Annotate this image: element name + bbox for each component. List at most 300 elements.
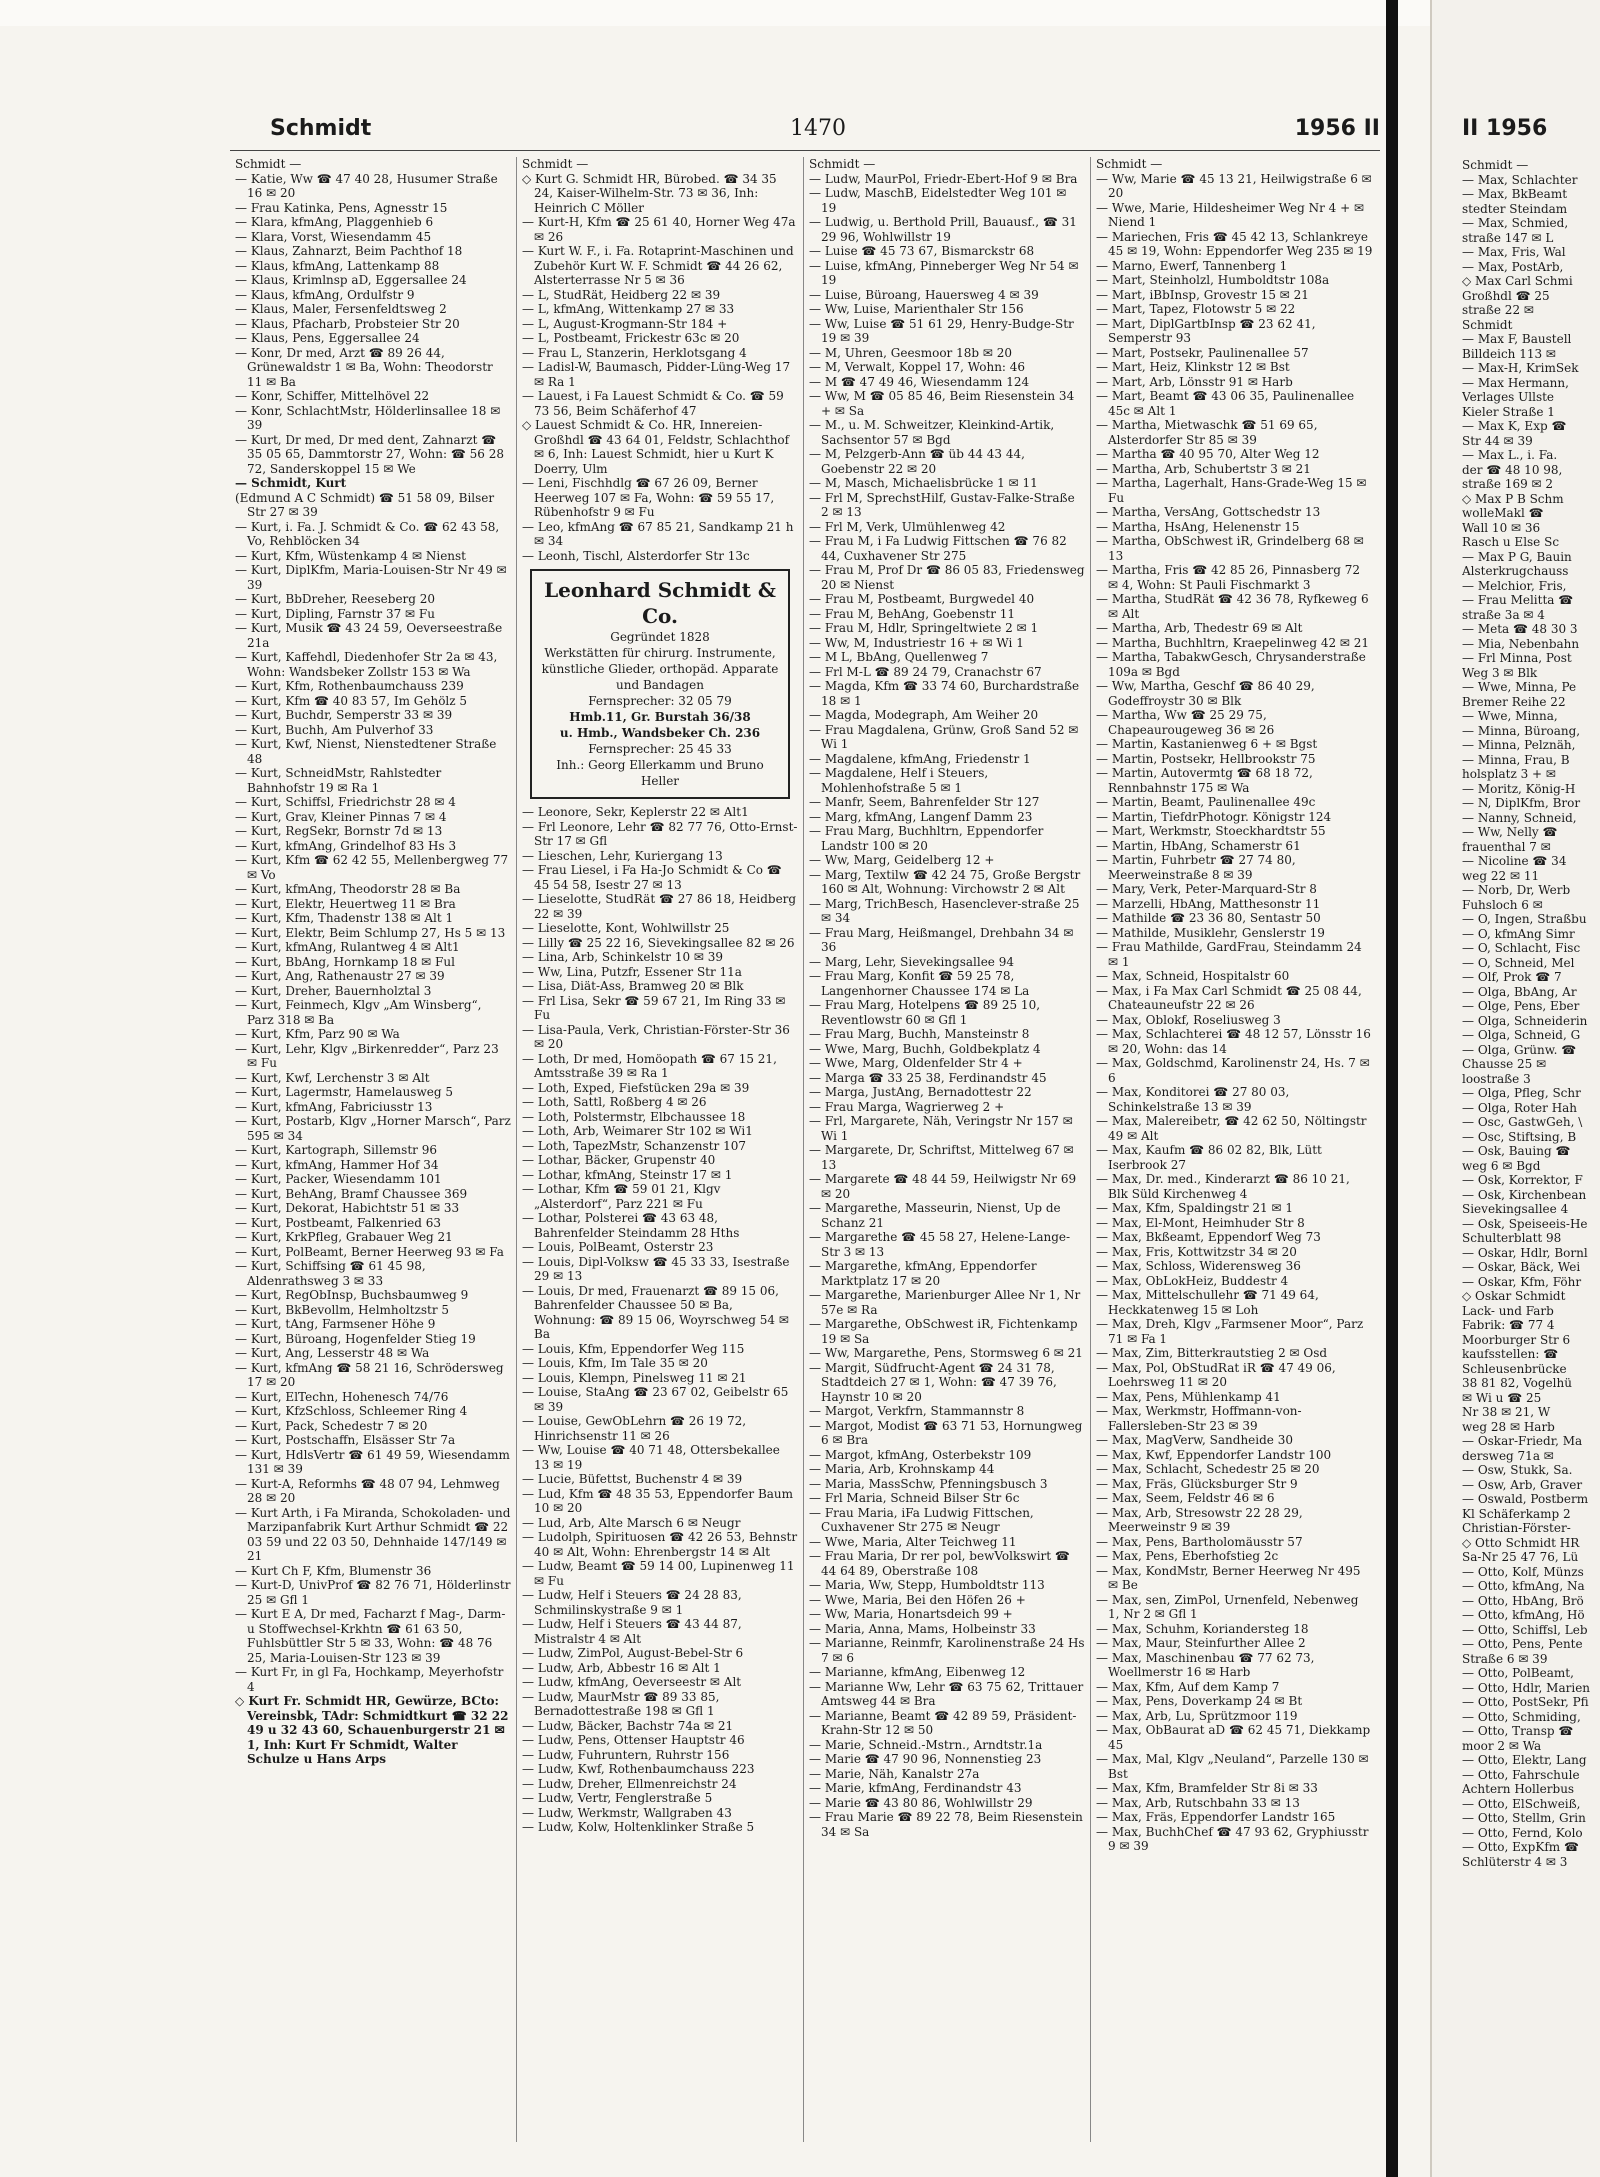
directory-entry: — Kurt, Kfm ☎ 62 42 55, Mellenbergweg 77 ✉ Vo	[235, 853, 509, 882]
directory-entry: — Kurt, Kwf, Nienst, Nienstedtener Straße 48	[235, 737, 497, 766]
directory-entry: — Kurt, BbDreher, Reeseberg 20	[235, 592, 436, 606]
ad-body: Werkstätten für chirurg. Instrumente, künstliche Glieder, orthopäd. Apparate und Bandagen	[541, 646, 779, 692]
directory-entry: — Frau M, Hdlr, Springeltwiete 2 ✉ 1	[809, 621, 1039, 635]
adjacent-entry: — Otto, Fahrschule	[1462, 1767, 1580, 1782]
directory-entry: — Ludw, ZimPol, August-Bebel-Str 6	[522, 1646, 744, 1660]
adjacent-entry: Christian-Förster-	[1462, 1521, 1571, 1535]
directory-entry: — Marianne, Beamt ☎ 42 89 59, Präsident-Krahn-Str 12 ✉ 50	[809, 1708, 1077, 1737]
directory-entry: — Kurt, Packer, Wiesendamm 101	[235, 1172, 442, 1186]
directory-entry: — Ludw, Bäcker, Bachstr 74a ✉ 21	[522, 1718, 734, 1733]
adjacent-entry: — Max K, Exp ☎	[1462, 419, 1567, 433]
directory-entry: — Frl M, Verk, Ulmühlenweg 42	[809, 519, 1006, 534]
directory-entry: — Ludw, Vertr, Fenglerstraße 5	[522, 1791, 713, 1805]
adjacent-entry: — Osk, Korrektor, F	[1462, 1173, 1583, 1187]
directory-entry: — Max, Malereibetr, ☎ 42 62 50, Nöltingstr 49 ✉ Alt	[1096, 1114, 1367, 1143]
adjacent-entry: Moorburger Str 6	[1462, 1332, 1571, 1347]
directory-columns	[230, 157, 1380, 2142]
adjacent-entry: Rasch u Else Sc	[1462, 535, 1560, 549]
directory-entry: — Margot, kfmAng, Osterbekstr 109	[809, 1447, 1032, 1462]
adjacent-entry: — O, Schneid, Mel	[1462, 955, 1575, 970]
directory-entry: — Ludw, Werkmstr, Wallgraben 43	[522, 1805, 732, 1820]
directory-entry: — Max, ObBaurat aD ☎ 62 45 71, Diekkamp 45	[1096, 1723, 1371, 1752]
directory-entry: — Kurt, Kfm ☎ 40 83 57, Im Gehölz 5	[235, 693, 468, 708]
directory-entry: — Margarete, Dr, Schriftst, Mittelweg 67 ✉ 13	[809, 1143, 1074, 1172]
directory-entry: — Kurt, BbAng, Hornkamp 18 ✉ Ful	[235, 954, 455, 969]
directory-entry: — Mathilde ☎ 23 36 80, Sentastr 50	[1096, 911, 1321, 925]
directory-entry: — Frl, Margarete, Näh, Veringstr Nr 157 ✉ Wi 1	[809, 1114, 1073, 1143]
directory-entry: — Kurt W. F., i. Fa. Rotaprint-Maschinen und Zubehör Kurt W. F. Schmidt ☎ 44 26 62, Alsterterrasse Nr 5 ✉ 36	[522, 244, 794, 287]
directory-entry: — Kurt, Dreher, Bauernholztal 3	[235, 983, 432, 998]
directory-entry: ◇ Kurt G. Schmidt HR, Bürobed. ☎ 34 35 24, Kaiser-Wilhelm-Str. 73 ✉ 36, Inh: Heinrich C Möller	[522, 171, 777, 215]
directory-entry: — Frau Marie ☎ 89 22 78, Beim Riesenstein 34 ✉ Sa	[809, 1810, 1083, 1839]
directory-entry: — Mary, Verk, Peter-Marquard-Str 8	[1096, 882, 1317, 896]
directory-entry: — Wwe, Marie, Hildesheimer Weg Nr 4 + ✉ Niend 1	[1096, 200, 1365, 229]
directory-entry: — Martha, HsAng, Helenenstr 15	[1096, 519, 1300, 534]
directory-entry: — Frau Maria, Dr rer pol, bewVolkswirt ☎ 44 64 89, Oberstraße 108	[809, 1549, 1070, 1578]
directory-entry: — Max, Pens, Eberhofstieg 2c	[1096, 1549, 1279, 1563]
directory-entry: — Ludwig, u. Berthold Prill, Bauausf., ☎ 31 29 96, Wohlwillstr 19	[809, 215, 1077, 244]
adjacent-entry: straße 3a ✉ 4	[1462, 607, 1545, 622]
adjacent-entry: kaufsstellen: ☎	[1462, 1347, 1559, 1361]
directory-entry: — Wwe, Maria, Alter Teichweg 11	[809, 1534, 1017, 1549]
adjacent-page	[1430, 0, 1600, 2177]
directory-entry: — Frau Liesel, i Fa Ha-Jo Schmidt & Co ☎ 45 54 58, Isestr 27 ✉ 13	[522, 863, 782, 892]
directory-entry: — Kurt, tAng, Farmsener Höhe 9	[235, 1317, 436, 1331]
directory-entry: — Max, Pol, ObStudRat iR ☎ 47 49 06, Loehrsweg 11 ✉ 20	[1096, 1360, 1336, 1389]
directory-entry: — Max, Seem, Feldstr 46 ✉ 6	[1096, 1491, 1275, 1505]
directory-entry: — Leonh, Tischl, Alsterdorfer Str 13c	[522, 548, 750, 563]
directory-entry: — Ww, M ☎ 05 85 46, Beim Riesenstein 34 + ✉ Sa	[809, 389, 1075, 418]
adjacent-entry: — Osk, Bauing ☎	[1462, 1144, 1571, 1158]
directory-entry: — M L, BbAng, Quellenweg 7	[809, 650, 989, 664]
directory-entry: — Luise, kfmAng, Pinneberger Weg Nr 54 ✉ 19	[809, 258, 1079, 287]
adjacent-entry: ◇ Max P B Schm	[1462, 491, 1564, 506]
directory-entry: — Marie ☎ 47 90 96, Nonnenstieg 23	[809, 1752, 1042, 1766]
directory-entry: — Marianne, Reinmfr, Karolinenstraße 24 Hs 7 ✉ 6	[809, 1636, 1085, 1665]
directory-entry: — Louise, StaAng ☎ 23 67 02, Geibelstr 65 ✉ 39	[522, 1385, 789, 1414]
directory-entry: — Klaus, Maler, Fersenfeldtsweg 2	[235, 302, 447, 316]
directory-entry: — Max, Zim, Bitterkrautstieg 2 ✉ Osd	[1096, 1346, 1328, 1360]
directory-entry: — Max, Werkmstr, Hoffmann-von-Fallersleben-Str 23 ✉ 39	[1096, 1404, 1302, 1433]
adjacent-entry: — Osw, Arb, Graver	[1462, 1477, 1583, 1492]
directory-entry: — Frl Lisa, Sekr ☎ 59 67 21, Im Ring 33 ✉ Fu	[522, 993, 786, 1022]
directory-entry: — Kurt Arth, i Fa Miranda, Schokoladen- und Marzipanfabrik Kurt Arthur Schmidt ☎ 22 03 59 und 22 03 50, Dehnhaide 147/149 ✉ 21	[235, 1505, 511, 1563]
directory-entry: — Kurt, Kaffehdl, Diedenhofer Str 2a ✉ 43, Wohn: Wandsbeker Zollstr 153 ✉ Wa	[235, 650, 498, 679]
directory-entry: — Max, Kwf, Eppendorfer Landstr 100	[1096, 1447, 1332, 1462]
directory-entry: — Lisa-Paula, Verk, Christian-Förster-Str 36 ✉ 20	[522, 1022, 790, 1051]
adjacent-entry: — Otto, Fernd, Kolo	[1462, 1825, 1583, 1840]
adjacent-entry: — O, Schlacht, Fisc	[1462, 941, 1581, 955]
adjacent-entry: Verlages Ullste	[1462, 390, 1555, 404]
adjacent-page-column	[1462, 158, 1600, 2148]
directory-entry: — Max, Arb, Rutschbahn 33 ✉ 13	[1096, 1795, 1300, 1810]
adjacent-entry: — Otto, kfmAng, Na	[1462, 1579, 1585, 1593]
adjacent-entry: — O, kfmAng Simr	[1462, 926, 1575, 941]
adjacent-entry: ✉ Wi u ☎ 25	[1462, 1390, 1542, 1405]
directory-entry: — Max, Kfm, Spaldingstr 21 ✉ 1	[1096, 1201, 1294, 1215]
directory-entry: — Martin, Beamt, Paulinenallee 49c	[1096, 795, 1316, 809]
directory-entry: — Frau Mathilde, GardFrau, Steindamm 24 ✉ 1	[1096, 940, 1362, 969]
adjacent-entry: — Olga, Schneid, G	[1462, 1028, 1581, 1042]
directory-entry: (Edmund A C Schmidt) ☎ 51 58 09, Bilser Str 27 ✉ 39	[235, 490, 495, 519]
adjacent-entry: straße 147 ✉ L	[1462, 230, 1554, 245]
directory-entry: — Max, BuchhChef ☎ 47 93 62, Gryphiusstr 9 ✉ 39	[1096, 1824, 1369, 1853]
header-surname: Schmidt	[270, 116, 372, 141]
adjacent-entry: — Oskar, Kfm, Föhr	[1462, 1274, 1582, 1289]
directory-entry: — Kurt, Schiffsing ☎ 61 45 98, Aldenrathsweg 3 ✉ 33	[235, 1259, 426, 1288]
directory-entry: — Lud, Arb, Alte Marsch 6 ✉ Neugr	[522, 1515, 741, 1530]
ad-phone-2: Fernsprecher: 25 45 33	[588, 742, 732, 756]
directory-entry: — Max, Arb, Lu, Sprützmoor 119	[1096, 1708, 1298, 1723]
directory-entry: — L, StudRät, Heidberg 22 ✉ 39	[522, 287, 721, 302]
directory-entry: — Max, Schlachterei ☎ 48 12 57, Lönsstr 16 ✉ 20, Wohn: das 14	[1096, 1027, 1371, 1056]
directory-column-2	[517, 157, 804, 2142]
directory-entry: — Ludw, Helf i Steuers ☎ 43 44 87, Mistralstr 4 ✉ Alt	[522, 1617, 742, 1646]
directory-entry: — Leo, kfmAng ☎ 67 85 21, Sandkamp 21 h ✉ 34	[522, 519, 794, 548]
directory-entry: — Marie, kfmAng, Ferdinandstr 43	[809, 1781, 1022, 1795]
directory-entry: — M, Uhren, Geesmoor 18b ✉ 20	[809, 345, 1012, 360]
directory-entry: — Klaus, kfmAng, Lattenkamp 88	[235, 258, 440, 273]
directory-entry: — Kurt, KfzSchloss, Schleemer Ring 4	[235, 1404, 468, 1418]
directory-entry: — Kurt, ElTechn, Hohenesch 74/76	[235, 1389, 449, 1404]
directory-entry: — Martha, Ww ☎ 25 29 75, Chapeaurougeweg 36 ✉ 26	[1096, 708, 1275, 737]
adjacent-entry: — Otto, Schiffsl, Leb	[1462, 1622, 1588, 1637]
adjacent-entry: — Otto, Elektr, Lang	[1462, 1753, 1587, 1767]
adjacent-entry: — Otto, kfmAng, Hö	[1462, 1608, 1585, 1622]
directory-entry: — Ludw, MaurPol, Friedr-Ebert-Hof 9 ✉ Bra	[809, 171, 1078, 186]
directory-entry: — Kurt, Ang, Lesserstr 48 ✉ Wa	[235, 1346, 430, 1360]
directory-entry: — Max, Maur, Steinfurther Allee 2	[1096, 1636, 1306, 1650]
directory-entry: — Louis, PolBeamt, Osterstr 23	[522, 1240, 714, 1254]
directory-entry: — Frau Marg, Heißmangel, Drehbahn 34 ✉ 36	[809, 925, 1074, 954]
directory-entry: — Max, Goldschmd, Karolinenstr 24, Hs. 7 ✉ 6	[1096, 1056, 1370, 1085]
directory-entry: — Max, MagVerw, Sandheide 30	[1096, 1433, 1293, 1447]
adjacent-entry: ◇ Max Carl Schmi	[1462, 274, 1573, 288]
directory-entry: — Max, Schuhm, Koriandersteg 18	[1096, 1621, 1309, 1636]
directory-entry: — Luise, Büroang, Hauersweg 4 ✉ 39	[809, 287, 1039, 302]
adjacent-entry: — Moritz, König-H	[1462, 781, 1576, 796]
column-heading: Schmidt —	[522, 157, 589, 171]
adjacent-entry: Fuhsloch 6 ✉	[1462, 897, 1543, 912]
adjacent-entry: Wall 10 ✉ 36	[1462, 520, 1541, 535]
directory-entry: — Marianne, kfmAng, Eibenweg 12	[809, 1665, 1026, 1679]
adjacent-entry: Sievekingsallee 4	[1462, 1202, 1569, 1216]
adjacent-entry: — Max Hermann,	[1462, 375, 1569, 390]
directory-entry: — Ludw, kfmAng, Oeverseestr ✉ Alt	[522, 1675, 742, 1689]
adjacent-entry: Schmidt	[1462, 317, 1513, 332]
adjacent-entry: — Osw, Stukk, Sa.	[1462, 1463, 1573, 1477]
directory-entry: — Kurt, RegObInsp, Buchsbaumweg 9	[235, 1288, 469, 1302]
scan-binding-shadow	[1386, 0, 1398, 2177]
directory-entry: — Margarethe, ObSchwest iR, Fichtenkamp 19 ✉ Sa	[809, 1317, 1078, 1346]
ad-founded: Gegründet 1828	[610, 630, 710, 644]
directory-entry: — Kurt, Kfm, Thadenstr 138 ✉ Alt 1	[235, 911, 454, 925]
adjacent-entry: — Olge, Pens, Eber	[1462, 999, 1580, 1013]
directory-entry: — Kurt, Dekorat, Habichtstr 51 ✉ 33	[235, 1201, 460, 1215]
directory-entry: — Martin, Kastanienweg 6 + ✉ Bgst	[1096, 737, 1318, 751]
directory-entry: — Kurt, i. Fa. J. Schmidt & Co. ☎ 62 43 58, Vo, Rehblöcken 34	[235, 519, 500, 548]
directory-entry: — Ww, Maria, Honartsdeich 99 +	[809, 1607, 1013, 1621]
directory-entry: — Kurt, Kartograph, Sillemstr 96	[235, 1143, 437, 1157]
directory-entry: — Max, Bkßeamt, Eppendorf Weg 73	[1096, 1230, 1321, 1244]
directory-entry: — Ww, Martha, Geschf ☎ 86 40 29, Godeffroystr 30 ✉ Blk	[1096, 679, 1315, 708]
adjacent-entry: — O, Ingen, Straßbu	[1462, 912, 1587, 926]
directory-column-1	[230, 157, 517, 2142]
adjacent-entry: — Nicoline ☎ 34	[1462, 854, 1567, 868]
directory-entry: — M, Masch, Michaelisbrücke 1 ✉ 11	[809, 476, 1038, 490]
directory-entry: — Martha, TabakwGesch, Chrysanderstraße 109a ✉ Bgd	[1096, 650, 1366, 679]
adjacent-entry: weg 22 ✉ 11	[1462, 868, 1540, 883]
adjacent-entry: der ☎ 48 10 98,	[1462, 462, 1563, 477]
directory-entry: — Loth, Dr med, Homöopath ☎ 67 15 21, Amtsstraße 39 ✉ Ra 1	[522, 1051, 777, 1080]
adjacent-entry: — Max, Schlachter	[1462, 172, 1578, 187]
directory-entry: — Kurt-D, UnivProf ☎ 82 76 71, Hölderlinstr 25 ✉ Gfl 1	[235, 1578, 511, 1607]
directory-entry: — Marg, TrichBesch, Hasenclever-straße 25 ✉ 34	[809, 896, 1080, 925]
directory-entry: — Ww, Luise ☎ 51 61 29, Henry-Budge-Str 19 ✉ 39	[809, 316, 1074, 345]
directory-entry: — Manfr, Seem, Bahrenfelder Str 127	[809, 795, 1040, 809]
directory-entry: — Klaus, Krimlnsp aD, Eggersallee 24	[235, 273, 467, 287]
directory-entry: — Magda, Modegraph, Am Weiher 20	[809, 708, 1039, 722]
directory-entry: — Kurt, Büroang, Hogenfelder Stieg 19	[235, 1331, 476, 1346]
directory-entry: — Louise, GewObLehrn ☎ 26 19 72, Hinrichsenstr 11 ✉ 26	[522, 1414, 747, 1443]
directory-entry: — Klara, Vorst, Wiesendamm 45	[235, 229, 432, 244]
directory-entry: — Margarethe, kfmAng, Eppendorfer Marktplatz 17 ✉ 20	[809, 1259, 1037, 1288]
adjacent-entry: — Ww, Nelly ☎	[1462, 825, 1558, 839]
adjacent-entry: wolleMakl ☎	[1462, 506, 1544, 520]
adjacent-entry: Weg 3 ✉ Blk	[1462, 665, 1538, 680]
directory-entry: — Klaus, Zahnarzt, Beim Pachthof 18	[235, 244, 463, 258]
adjacent-entry: — N, DiplKfm, Bror	[1462, 796, 1581, 810]
adjacent-entry: — Max-H, KrimSek	[1462, 361, 1579, 375]
adjacent-entry: — Olga, BbAng, Ar	[1462, 984, 1577, 999]
directory-entry: — Max, Oblokf, Roseliusweg 3	[1096, 1012, 1281, 1027]
directory-entry: — Kurt, Feinmech, Klgv „Am Winsberg“, Parz 318 ✉ Ba	[235, 998, 482, 1027]
directory-entry: — Frau Marg, Konfit ☎ 59 25 78, Langenhorner Chaussee 174 ✉ La	[809, 969, 1030, 998]
directory-entry: — Marzelli, HbAng, Matthesonstr 11	[1096, 896, 1321, 911]
directory-entry: — Lothar, Polsterei ☎ 43 63 48, Bahrenfelder Steindamm 28 Hths	[522, 1211, 740, 1240]
adjacent-entry: — Otto, Kolf, Münzs	[1462, 1564, 1584, 1579]
directory-entry: — Max, Kfm, Bramfelder Str 8i ✉ 33	[1096, 1781, 1318, 1795]
directory-entry: — L, August-Krogmann-Str 184 +	[522, 316, 728, 331]
directory-entry: — M ☎ 47 49 46, Wiesendamm 124	[809, 374, 1030, 389]
ad-address-2: u. Hmb., Wandsbeker Ch. 236	[559, 726, 761, 740]
directory-entry: — Kurt, Postarb, Klgv „Horner Marsch“, Parz 595 ✉ 34	[235, 1114, 511, 1143]
directory-entry: — Kurt, Kfm, Wüstenkamp 4 ✉ Nienst	[235, 548, 466, 563]
adjacent-entry: Kl Schäferkamp 2	[1462, 1506, 1571, 1521]
directory-entry: — Kurt, Postbeamt, Falkenried 63	[235, 1215, 442, 1230]
adjacent-entry: moor 2 ✉ Wa	[1462, 1738, 1542, 1753]
directory-entry: ◇ Lauest Schmidt & Co. HR, Innereien-Großhdl ☎ 43 64 01, Feldstr, Schlachthof ✉ 6, Inh: Lauest Schmidt, hier u Kurt K Doerry, Ulm	[522, 418, 790, 476]
directory-entry: — Katie, Ww ☎ 47 40 28, Husumer Straße 16 ✉ 20	[235, 171, 498, 200]
column-heading: Schmidt —	[809, 157, 876, 171]
directory-entry: — Frl M, SprechstHilf, Gustav-Falke-Straße 2 ✉ 13	[809, 490, 1075, 519]
directory-entry: — Maria, Ww, Stepp, Humboldtstr 113	[809, 1578, 1045, 1592]
directory-entry: — Kurt, Dipling, Farnstr 37 ✉ Fu	[235, 606, 435, 621]
directory-entry: — Kurt, SchneidMstr, Rahlstedter Bahnhofstr 19 ✉ Ra 1	[235, 766, 442, 795]
directory-entry: — Lauest, i Fa Lauest Schmidt & Co. ☎ 59 73 56, Beim Schäferhof 47	[522, 389, 784, 418]
directory-entry: — Mart, Tapez, Flotowstr 5 ✉ 22	[1096, 302, 1296, 316]
directory-entry: — Martha ☎ 40 95 70, Alter Weg 12	[1096, 447, 1320, 461]
adjacent-entry: Fabrik: ☎ 77 4	[1462, 1318, 1555, 1332]
directory-entry: — Kurt, Dr med, Dr med dent, Zahnarzt ☎ 35 05 65, Dammtorstr 27, Wohn: ☎ 56 28 72, Sanderskoppel 15 ✉ We	[235, 432, 504, 476]
directory-entry: — Louis, Kfm, Eppendorfer Weg 115	[522, 1341, 745, 1356]
directory-entry: — Maria, MassSchw, Pfenningsbusch 3	[809, 1476, 1048, 1491]
column-heading: Schmidt —	[235, 157, 302, 171]
directory-entry: — Luise ☎ 45 73 67, Bismarckstr 68	[809, 244, 1035, 258]
directory-entry: — Kurt-H, Kfm ☎ 25 61 40, Horner Weg 47a ✉ 26	[522, 215, 796, 244]
directory-entry: — Martha, VersAng, Gottschedstr 13	[1096, 505, 1321, 519]
directory-entry: — Schmidt, Kurt	[235, 476, 347, 490]
adjacent-entry: Straße 6 ✉ 39	[1462, 1651, 1548, 1666]
adjacent-entry: — Osc, GastwGeh, \	[1462, 1115, 1583, 1129]
ad-owners: Inh.: Georg Ellerkamm und Bruno Heller	[556, 758, 764, 788]
directory-entry: — Louis, Dipl-Volksw ☎ 45 33 33, Isestraße 29 ✉ 13	[522, 1254, 790, 1283]
directory-entry: — Kurt, Buchh, Am Pulverhof 33	[235, 722, 434, 737]
directory-entry: — Frau Magdalena, Grünw, Groß Sand 52 ✉ Wi 1	[809, 722, 1079, 751]
directory-page	[230, 110, 1380, 2160]
directory-entry: — Lud, Kfm ☎ 48 35 53, Eppendorfer Baum 10 ✉ 20	[522, 1486, 794, 1515]
directory-entry: — Ww, Marie ☎ 45 13 21, Heilwigstraße 6 ✉ 20	[1096, 171, 1372, 200]
adjacent-entry: dersweg 71a ✉	[1462, 1448, 1554, 1463]
directory-entry: — Maria, Arb, Krohnskamp 44	[809, 1462, 995, 1476]
directory-entry: — Frau L, Stanzerin, Herklotsgang 4	[522, 345, 747, 360]
directory-entry: — Mart, Heiz, Klinkstr 12 ✉ Bst	[1096, 360, 1290, 374]
directory-entry: — Martha, Buchhltrn, Kraepelinweg 42 ✉ 21	[1096, 635, 1370, 650]
directory-entry: — Louis, Klempn, Pinelsweg 11 ✉ 21	[522, 1370, 747, 1385]
directory-entry: — Max, Dr. med., Kinderarzt ☎ 86 10 21, Blk Süld Kirchenweg 4	[1096, 1172, 1350, 1201]
directory-entry: — Max, Schneid, Hospitalstr 60	[1096, 969, 1290, 983]
directory-entry: — Margarethe, Marienburger Allee Nr 1, Nr 57e ✉ Ra	[809, 1288, 1081, 1317]
adjacent-entry: holsplatz 3 + ✉	[1462, 767, 1556, 781]
directory-entry: — Ww, Marg, Geidelberg 12 +	[809, 853, 995, 867]
adjacent-entry: weg 6 ✉ Bgd	[1462, 1158, 1541, 1173]
directory-entry: — Kurt, Elektr, Beim Schlump 27, Hs 5 ✉ 13	[235, 925, 506, 940]
directory-entry: — Loth, TapezMstr, Schanzenstr 107	[522, 1138, 746, 1153]
directory-entry: — Kurt, Lehr, Klgv „Birkenredder“, Parz 23 ✉ Fu	[235, 1041, 499, 1070]
directory-entry: — Frau M, i Fa Ludwig Fittschen ☎ 76 82 44, Cuxhavener Str 275	[809, 534, 1067, 563]
directory-entry: — Konr, Schiffer, Mittelhövel 22	[235, 389, 430, 403]
directory-entry: — Frau Marg, Hotelpens ☎ 89 25 10, Reventlowstr 60 ✉ Gfl 1	[809, 998, 1041, 1027]
directory-entry: — Max, Mal, Klgv „Neuland“, Parzelle 130 ✉ Bst	[1096, 1752, 1369, 1781]
adjacent-entry: — Otto, Schmiding,	[1462, 1709, 1581, 1724]
directory-entry: — Martha, ObSchwest iR, Grindelberg 68 ✉ 13	[1096, 534, 1364, 563]
directory-entry: — Ludw, Arb, Abbestr 16 ✉ Alt 1	[522, 1660, 721, 1675]
directory-entry: — Ww, Lina, Putzfr, Essener Str 11a	[522, 964, 742, 979]
page-header	[230, 110, 1380, 151]
directory-entry: — Kurt, KrkPfleg, Grabauer Weg 21	[235, 1230, 453, 1244]
directory-entry: — Frau M, Postbeamt, Burgwedel 40	[809, 592, 1035, 606]
directory-entry: — Marie, Näh, Kanalstr 27a	[809, 1766, 980, 1781]
directory-entry: — Loth, Sattl, Roßberg 4 ✉ 26	[522, 1095, 707, 1109]
directory-entry: — Lucie, Büfettst, Buchenstr 4 ✉ 39	[522, 1472, 743, 1486]
adjacent-entry: — Otto, ElSchweiß,	[1462, 1796, 1581, 1811]
directory-entry: — Konr, Dr med, Arzt ☎ 89 26 44, Grünewaldstr 1 ✉ Ba, Wohn: Theodorstr 11 ✉ Ba	[235, 345, 493, 389]
directory-entry: — Max, El-Mont, Heimhuder Str 8	[1096, 1215, 1305, 1230]
directory-entry: — Leni, Fischhdlg ☎ 67 26 09, Berner Heerweg 107 ✉ Fa, Wohn: ☎ 59 55 17, Rübenhofstr 9 ✉ Fu	[522, 476, 775, 519]
adjacent-entry: — Wwe, Minna,	[1462, 709, 1558, 723]
adjacent-entry: ◇ Otto Schmidt HR	[1462, 1535, 1580, 1550]
adjacent-entry: Nr 38 ✉ 21, W	[1462, 1405, 1551, 1419]
directory-entry: — Kurt, kfmAng, Grindelhof 83 Hs 3	[235, 838, 457, 853]
directory-entry: — Ludw, Beamt ☎ 59 14 00, Lupinenweg 11 ✉ Fu	[522, 1559, 795, 1588]
directory-entry: — Frau Maria, iFa Ludwig Fittschen, Cuxhavener Str 275 ✉ Neugr	[809, 1505, 1034, 1534]
adjacent-entry: Lack- und Farb	[1462, 1303, 1554, 1318]
directory-entry: — Mart, iBbInsp, Grovestr 15 ✉ 21	[1096, 287, 1309, 302]
adjacent-entry: 38 81 82, Vogelhü	[1462, 1376, 1572, 1390]
directory-entry: — Loth, Polstermstr, Elbchaussee 18	[522, 1109, 746, 1124]
directory-entry: — Lothar, kfmAng, Steinstr 17 ✉ 1	[522, 1167, 733, 1182]
directory-entry: — Max, Pens, Mühlenkamp 41	[1096, 1389, 1281, 1404]
adjacent-entry: Chausse 25 ✉	[1462, 1057, 1547, 1071]
directory-entry: — Frau Marga, Wagrierweg 2 +	[809, 1099, 1005, 1114]
directory-entry: — Frl Maria, Schneid Bilser Str 6c	[809, 1491, 1020, 1505]
adjacent-entry: — Max F, Baustell	[1462, 332, 1572, 346]
adjacent-entry: Str 44 ✉ 39	[1462, 433, 1533, 448]
directory-entry: — Ludw, MaurMstr ☎ 89 33 85, Bernadottestraße 198 ✉ Gfl 1	[522, 1689, 720, 1718]
directory-entry: — Margit, Südfrucht-Agent ☎ 24 31 78, Stadtdeich 27 ✉ 1, Wohn: ☎ 47 39 76, Haynstr 10 ✉ 20	[809, 1360, 1057, 1404]
directory-entry: — Ludolph, Spirituosen ☎ 42 26 53, Behnstr 40 ✉ Alt, Wohn: Ehrenbergstr 14 ✉ Alt	[522, 1530, 798, 1559]
adjacent-entry: — Frl Minna, Post	[1462, 651, 1572, 665]
directory-entry: — Kurt, kfmAng, Rulantweg 4 ✉ Alt1	[235, 940, 460, 954]
adjacent-entry: — Otto, ExpKfm ☎	[1462, 1840, 1579, 1854]
directory-entry: — Martha, Mietwaschk ☎ 51 69 65, Alsterdorfer Str 85 ✉ 39	[1096, 418, 1318, 447]
directory-entry: — Klaus, kfmAng, Ordulfstr 9	[235, 287, 415, 302]
directory-entry: — Marg, kfmAng, Langenf Damm 23	[809, 809, 1033, 824]
advertisement-box	[530, 569, 790, 799]
directory-entry: — Kurt, Musik ☎ 43 24 59, Oeverseestraße 21a	[235, 621, 503, 650]
directory-entry: — Magdalene, Helf i Steuers, Mohlenhofstraße 5 ✉ 1	[809, 766, 989, 795]
directory-entry: — Max, sen, ZimPol, Urnenfeld, Nebenweg 1, Nr 2 ✉ Gfl 1	[1096, 1592, 1359, 1621]
directory-entry: — Wwe, Marg, Oldenfelder Str 4 +	[809, 1056, 1023, 1070]
directory-entry: — Maria, Anna, Mams, Holbeinstr 33	[809, 1621, 1036, 1636]
directory-entry: — M., u. M. Schweitzer, Kleinkind-Artik, Sachsentor 57 ✉ Bgd	[809, 418, 1055, 447]
directory-entry: — M, Verwalt, Koppel 17, Wohn: 46	[809, 360, 1026, 374]
directory-entry: — Kurt, HdlsVertr ☎ 61 49 59, Wiesendamm 131 ✉ 39	[235, 1447, 510, 1476]
directory-entry: — Kurt, DiplKfm, Maria-Louisen-Str Nr 49 ✉ 39	[235, 563, 507, 592]
adjacent-entry: Kieler Straße 1	[1462, 404, 1555, 419]
directory-entry: — Ludw, MaschB, Eidelstedter Weg 101 ✉ 19	[809, 186, 1067, 215]
adjacent-entry: — Meta ☎ 48 30 3	[1462, 622, 1578, 636]
directory-entry: — Kurt, Ang, Rathenaustr 27 ✉ 39	[235, 969, 445, 983]
directory-entry: — Kurt, BehAng, Bramf Chaussee 369	[235, 1186, 468, 1201]
directory-entry: — Mart, Werkmstr, Stoeckhardtstr 55	[1096, 824, 1326, 838]
directory-entry: — Ww, Louise ☎ 40 71 48, Ottersbekallee 13 ✉ 19	[522, 1443, 780, 1472]
directory-entry: — Kurt, RegSekr, Bornstr 7d ✉ 13	[235, 824, 443, 838]
directory-entry: — Marg, Lehr, Sievekingsallee 94	[809, 954, 1014, 969]
directory-entry: — Max, Fräs, Eppendorfer Landstr 165	[1096, 1810, 1336, 1824]
adjacent-entry: Schmidt —	[1462, 158, 1529, 172]
directory-entry: — Margot, Modist ☎ 63 71 53, Hornungweg 6 ✉ Bra	[809, 1418, 1083, 1447]
directory-entry: — Wwe, Marg, Buchh, Goldbekplatz 4	[809, 1041, 1041, 1056]
directory-entry: — Kurt, Postschaffn, Elsässer Str 7a	[235, 1433, 456, 1447]
adjacent-page-header: II 1956	[1462, 116, 1548, 141]
adjacent-entry: — Mia, Nebenbahn	[1462, 636, 1580, 651]
directory-entry: — Max, Fräs, Glücksburger Str 9	[1096, 1476, 1298, 1491]
directory-entry: — Martha, StudRät ☎ 42 36 78, Ryfkeweg 6 ✉ Alt	[1096, 592, 1369, 621]
adjacent-entry: — Max L., i. Fa.	[1462, 448, 1558, 462]
directory-entry: — Mathilde, Musiklehr, Genslerstr 19	[1096, 925, 1325, 940]
adjacent-entry: — Otto, HbAng, Brö	[1462, 1593, 1584, 1608]
header-year-volume: 1956 II	[1294, 116, 1380, 141]
directory-entry: — Frl Leonore, Lehr ☎ 82 77 76, Otto-Ernst-Str 17 ✉ Gfl	[522, 819, 798, 848]
directory-entry: — L, kfmAng, Wittenkamp 27 ✉ 33	[522, 302, 735, 316]
adjacent-entry: — Oskar-Friedr, Ma	[1462, 1434, 1583, 1448]
adjacent-entry: — Oskar, Bäck, Wei	[1462, 1260, 1581, 1274]
directory-entry: — Lieselotte, StudRät ☎ 27 86 18, Heidberg 22 ✉ 39	[522, 892, 797, 921]
adjacent-entry: — Frau Melitta ☎	[1462, 593, 1574, 607]
adjacent-entry: Schlüterstr 4 ✉ 3	[1462, 1854, 1568, 1869]
directory-entry: — Lothar, Bäcker, Grupenstr 40	[522, 1153, 716, 1167]
